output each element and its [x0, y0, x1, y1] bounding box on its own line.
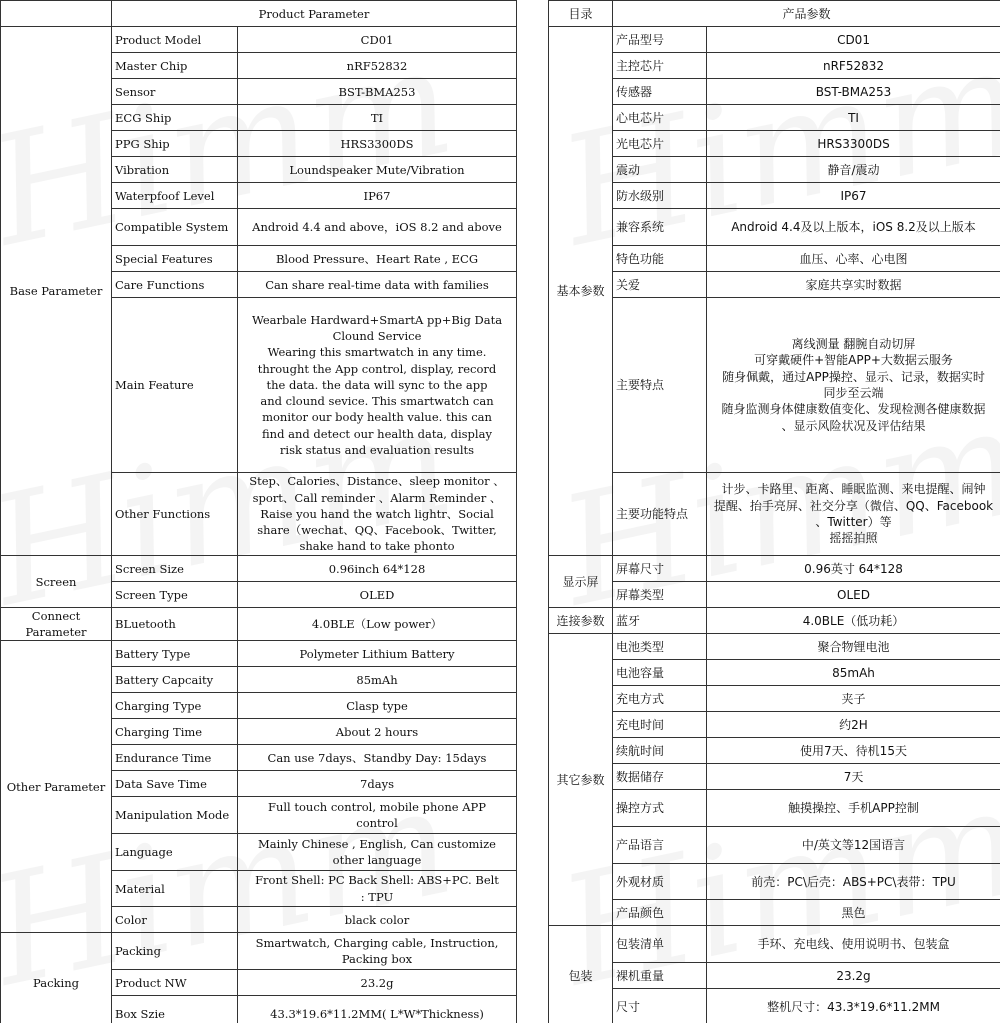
parameter-label: Screen Size	[112, 556, 238, 582]
spec-row	[549, 272, 1000, 298]
parameter-label: 包装清单	[613, 926, 707, 963]
parameter-label: Box Szie	[112, 996, 238, 1023]
parameter-value: Full touch control, mobile phone APP control	[238, 797, 517, 834]
parameter-value: IP67	[707, 183, 1000, 209]
category-cell: 基本参数	[549, 27, 613, 556]
spec-row	[549, 131, 1000, 157]
parameter-value: HRS3300DS	[707, 131, 1000, 157]
parameter-label: 产品颜色	[613, 900, 707, 926]
header-row	[1, 1, 517, 27]
parameter-value: Smartwatch, Charging cable, Instruction, Packing box	[238, 933, 517, 970]
parameter-label: Packing	[112, 933, 238, 970]
spec-row	[549, 27, 1000, 53]
parameter-value: CD01	[707, 27, 1000, 53]
parameter-label: Waterpfoof Level	[112, 183, 238, 209]
parameter-value: 7天	[707, 764, 1000, 790]
header-category-cell	[1, 1, 112, 27]
spec-row	[549, 608, 1000, 634]
parameter-value: 聚合物锂电池	[707, 634, 1000, 660]
parameter-label: Compatible System	[112, 209, 238, 246]
parameter-label: 心电芯片	[613, 105, 707, 131]
parameter-value: Loundspeaker Mute/Vibration	[238, 157, 517, 183]
parameter-label: 数据储存	[613, 764, 707, 790]
parameter-value: Polymeter Lithium Battery	[238, 641, 517, 667]
parameter-label: Endurance Time	[112, 745, 238, 771]
spec-row	[1, 27, 517, 53]
category-cell: 连接参数	[549, 608, 613, 634]
spec-row	[1, 556, 517, 582]
parameter-value: 手环、充电线、使用说明书、包装盒	[707, 926, 1000, 963]
parameter-label: 兼容系统	[613, 209, 707, 246]
parameter-value: 43.3*19.6*11.2MM( L*W*Thickness)	[238, 996, 517, 1023]
spec-row	[549, 105, 1000, 131]
parameter-value: 整机尺寸：43.3*19.6*11.2MM	[707, 989, 1000, 1023]
parameter-label: 电池类型	[613, 634, 707, 660]
parameter-label: Battery Type	[112, 641, 238, 667]
category-cell: Connect Parameter	[1, 608, 112, 641]
parameter-value: CD01	[238, 27, 517, 53]
parameter-label: 充电方式	[613, 686, 707, 712]
parameter-label: Product NW	[112, 970, 238, 996]
parameter-value: 夹子	[707, 686, 1000, 712]
parameter-label: 屏幕类型	[613, 582, 707, 608]
spec-row	[549, 298, 1000, 473]
parameter-value: nRF52832	[707, 53, 1000, 79]
parameter-label: 操控方式	[613, 790, 707, 827]
parameter-value: 7days	[238, 771, 517, 797]
parameter-value: 4.0BLE（Low power）	[238, 608, 517, 641]
parameter-label: 光电芯片	[613, 131, 707, 157]
parameter-value: Android 4.4及以上版本，iOS 8.2及以上版本	[707, 209, 1000, 246]
header-row	[549, 1, 1000, 27]
parameter-label: 震动	[613, 157, 707, 183]
spec-row	[1, 641, 517, 667]
parameter-value: 4.0BLE（低功耗）	[707, 608, 1000, 634]
parameter-label: Main Feature	[112, 298, 238, 473]
parameter-label: BLuetooth	[112, 608, 238, 641]
parameter-value: Mainly Chinese , English, Can customize other language	[238, 834, 517, 871]
parameter-label: Charging Time	[112, 719, 238, 745]
parameter-value: 触摸操控、手机APP控制	[707, 790, 1000, 827]
header-category-cell: 目录	[549, 1, 613, 27]
parameter-value: 离线测量 翻腕自动切屏 可穿戴硬件+智能APP+大数据云服务 随身佩戴，通过APP操控、显示、记录，数据实时 同步至云端 随身监测身体健康数值变化、发现检测各健康数据 、显示风险状况及评估结果	[707, 298, 1000, 473]
parameter-value: 使用7天、待机15天	[707, 738, 1000, 764]
parameter-label: 特色功能	[613, 246, 707, 272]
category-cell: Base Parameter	[1, 27, 112, 556]
parameter-label: Charging Type	[112, 693, 238, 719]
spec-row	[549, 989, 1000, 1023]
parameter-label: 屏幕尺寸	[613, 556, 707, 582]
category-cell: Other Parameter	[1, 641, 112, 933]
spec-row	[549, 963, 1000, 989]
spec-row	[549, 209, 1000, 246]
parameter-label: Master Chip	[112, 53, 238, 79]
parameter-label: 充电时间	[613, 712, 707, 738]
spec-row	[549, 473, 1000, 556]
parameter-label: 主要功能特点	[613, 473, 707, 556]
parameter-label: Screen Type	[112, 582, 238, 608]
parameter-label: 防水级别	[613, 183, 707, 209]
parameter-label: Color	[112, 907, 238, 933]
parameter-label: 主控芯片	[613, 53, 707, 79]
spec-row	[549, 556, 1000, 582]
header-parameter-cell: Product Parameter	[112, 1, 517, 27]
category-cell: 其它参数	[549, 634, 613, 926]
spec-row	[549, 827, 1000, 864]
parameter-value: Blood Pressure、Heart Rate , ECG	[238, 246, 517, 272]
parameter-value: 85mAh	[238, 667, 517, 693]
parameter-value: Clasp type	[238, 693, 517, 719]
parameter-label: Sensor	[112, 79, 238, 105]
parameter-label: PPG Ship	[112, 131, 238, 157]
parameter-value: 中/英文等12国语言	[707, 827, 1000, 864]
parameter-value: About 2 hours	[238, 719, 517, 745]
parameter-value: 黑色	[707, 900, 1000, 926]
parameter-value: 计步、卡路里、距离、睡眠监测、来电提醒、闹钟 提醒、抬手亮屏、社交分享（微信、QQ、Facebook 、Twitter）等 摇摇拍照	[707, 473, 1000, 556]
spec-row	[549, 582, 1000, 608]
chinese-spec-sheet	[548, 0, 1000, 1023]
spec-row	[549, 790, 1000, 827]
spec-row	[549, 712, 1000, 738]
parameter-value: Android 4.4 and above，iOS 8.2 and above	[238, 209, 517, 246]
spec-row	[549, 660, 1000, 686]
parameter-value: 家庭共享实时数据	[707, 272, 1000, 298]
parameter-label: Material	[112, 871, 238, 907]
parameter-label: Manipulation Mode	[112, 797, 238, 834]
spec-row	[549, 686, 1000, 712]
spec-row	[549, 634, 1000, 660]
spec-row	[549, 246, 1000, 272]
parameter-label: Special Features	[112, 246, 238, 272]
parameter-value: BST-BMA253	[707, 79, 1000, 105]
parameter-value: HRS3300DS	[238, 131, 517, 157]
parameter-value: 前壳：PC\后壳：ABS+PC\表带：TPU	[707, 864, 1000, 900]
category-cell: Packing	[1, 933, 112, 1023]
header-parameter-cell: 产品参数	[613, 1, 1000, 27]
spec-row	[549, 926, 1000, 963]
parameter-label: 续航时间	[613, 738, 707, 764]
parameter-value: 约2H	[707, 712, 1000, 738]
parameter-label: 产品型号	[613, 27, 707, 53]
parameter-label: 外观材质	[613, 864, 707, 900]
parameter-value: 23.2g	[238, 970, 517, 996]
category-cell: 包装	[549, 926, 613, 1023]
parameter-label: ECG Ship	[112, 105, 238, 131]
parameter-value: 23.2g	[707, 963, 1000, 989]
parameter-value: 静音/震动	[707, 157, 1000, 183]
parameter-value: IP67	[238, 183, 517, 209]
parameter-value: 0.96英寸 64*128	[707, 556, 1000, 582]
parameter-value: 85mAh	[707, 660, 1000, 686]
spec-row	[549, 183, 1000, 209]
parameter-value: black color	[238, 907, 517, 933]
parameter-value: TI	[238, 105, 517, 131]
parameter-label: Language	[112, 834, 238, 871]
spec-row	[549, 864, 1000, 900]
parameter-value: 血压、心率、心电图	[707, 246, 1000, 272]
parameter-value: nRF52832	[238, 53, 517, 79]
parameter-value: BST-BMA253	[238, 79, 517, 105]
parameter-label: 关爱	[613, 272, 707, 298]
spec-row	[549, 79, 1000, 105]
parameter-value: Step、Calories、Distance、sleep monitor 、 sport、Call reminder 、Alarm Reminder 、 Raise you hand the watch lightr、Social share（wechat、QQ、Facebook、Twitter, shake hand to take phonto	[238, 473, 517, 556]
parameter-label: 尺寸	[613, 989, 707, 1023]
parameter-value: Can share real-time data with families	[238, 272, 517, 298]
parameter-label: Care Functions	[112, 272, 238, 298]
parameter-label: 蓝牙	[613, 608, 707, 634]
spec-row	[549, 900, 1000, 926]
category-cell: Screen	[1, 556, 112, 608]
parameter-label: Other Functions	[112, 473, 238, 556]
spec-row	[549, 53, 1000, 79]
category-cell: 显示屏	[549, 556, 613, 608]
spec-row	[549, 738, 1000, 764]
parameter-label: 主要特点	[613, 298, 707, 473]
parameter-label: 产品语言	[613, 827, 707, 864]
parameter-label: 电池容量	[613, 660, 707, 686]
parameter-value: Wearbale Hardward+SmartA pp+Big Data Clound Service Wearing this smartwatch in any time. throught the App control, display, record the data. the data will sync to the app and clound sevice. This smartwatch can monitor our body health value. this can find and detect our health data, display risk status and evaluation results	[238, 298, 517, 473]
spec-row	[549, 764, 1000, 790]
parameter-label: 传感器	[613, 79, 707, 105]
parameter-value: Can use 7days、Standby Day: 15days	[238, 745, 517, 771]
parameter-value: 0.96inch 64*128	[238, 556, 517, 582]
parameter-label: 裸机重量	[613, 963, 707, 989]
parameter-value: OLED	[238, 582, 517, 608]
spec-row	[1, 608, 517, 641]
chinese-spec-table	[548, 0, 1000, 1023]
parameter-label: Data Save Time	[112, 771, 238, 797]
parameter-label: Product Model	[112, 27, 238, 53]
parameter-label: Vibration	[112, 157, 238, 183]
parameter-label: Battery Capcaity	[112, 667, 238, 693]
parameter-value: Front Shell: PC Back Shell: ABS+PC. Belt : TPU	[238, 871, 517, 907]
parameter-value: TI	[707, 105, 1000, 131]
spec-row	[1, 933, 517, 970]
spec-row	[549, 157, 1000, 183]
parameter-value: OLED	[707, 582, 1000, 608]
